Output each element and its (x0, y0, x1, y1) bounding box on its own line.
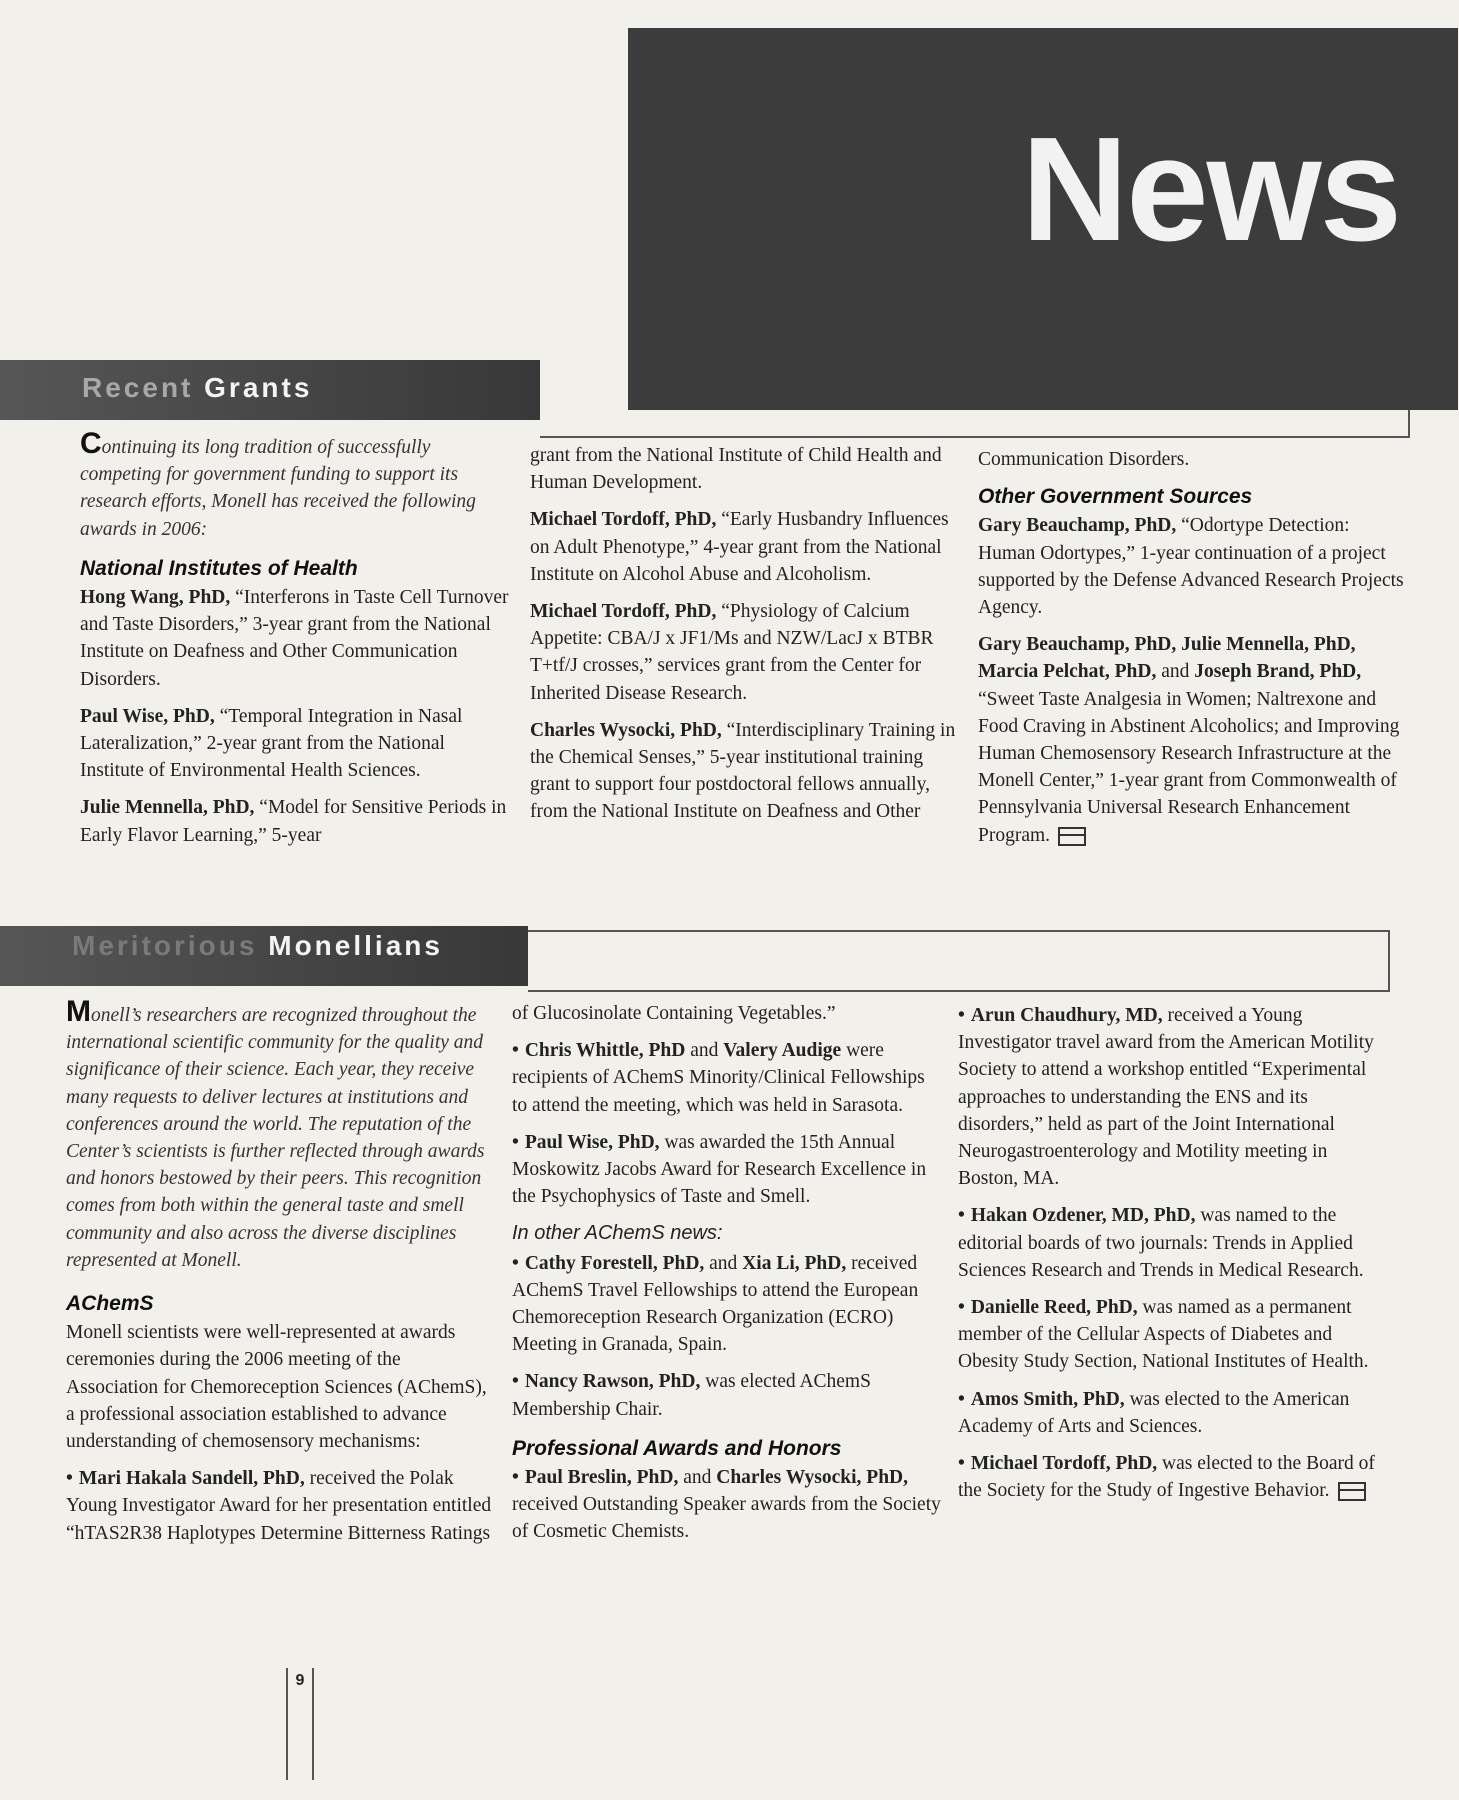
page-number-marker (286, 1668, 314, 1780)
nih-heading: National Institutes of Health (80, 556, 358, 580)
meritorious-column-1 (66, 995, 492, 1557)
award-text: was elected to the American Academy of Arts and Sciences. (958, 1388, 1350, 1437)
award-text: was elected to the Board of the Society for the Study of Ingestive Behavior. (958, 1453, 1375, 1502)
grants-dropcap: C (80, 427, 102, 460)
recent-grants-title (82, 374, 312, 402)
award-name: Valery Audige (723, 1040, 842, 1062)
recent-grants-title-light: Recent (82, 372, 194, 403)
achems-paragraph: Monell scientists were well-represented at awards ceremonies during the 2006 meeting of the Association for Chemoreception Sciences (AChemS), a professional association established to advance understanding of chemosensory mechanisms: (66, 1322, 487, 1453)
grants-column-3 (978, 446, 1408, 859)
bullet-icon: • (512, 1040, 519, 1062)
award-text: was named to the editorial boards of two journals: Trends in Applied Sciences Research and Trends in Medical Research. (958, 1205, 1364, 1281)
award-text: were recipients of AChemS Minority/Clinical Fellowships to attend the meeting, which was held in Sarasota. (512, 1040, 925, 1116)
bullet-icon: • (512, 1467, 519, 1489)
grant-entry-text-partial: “Model for Sensitive Periods in Early Flavor Learning,” 5-year (80, 797, 507, 846)
grants-intro (80, 427, 510, 543)
award-item (512, 1037, 942, 1119)
meritorious-outline (528, 930, 1390, 992)
award-name: Xia Li, PhD, (742, 1252, 847, 1274)
award-item (512, 1250, 942, 1359)
grant-entry (530, 717, 960, 826)
grant-entry-text: “Sweet Taste Analgesia in Women; Naltrexone and Food Craving in Abstinent Alcoholics; and Improving Human Chemosensory Research Infrastructure at the Monell Center,” 1-year grant from Commonwealth of Pennsylvania Universal Research Enhancement Program. (978, 688, 1400, 846)
grant-entry-name: Charles Wysocki, PhD, (530, 719, 722, 741)
award-name: Hakan Ozdener, MD, PhD, (970, 1205, 1196, 1227)
grant-entry (80, 794, 510, 848)
bullet-icon: • (66, 1468, 73, 1490)
award-name: Arun Chaudhury, MD, (970, 1005, 1163, 1026)
grant-entry-name: Paul Wise, PhD, (80, 705, 215, 727)
award-name: Michael Tordoff, PhD, (970, 1453, 1158, 1475)
award-name: Nancy Rawson, PhD, (524, 1371, 701, 1393)
award-text: received AChemS Travel Fellowships to attend the European Chemoreception Research Organization (ECRO) Meeting in Granada, Spain. (512, 1252, 919, 1356)
grant-entry-text-partial: “Interdisciplinary Training in the Chemical Senses,” 5-year institutional training grant to support four postdoctoral fellows annually, from the National Institute on Deafness and Other (530, 719, 956, 823)
recent-grants-outline (540, 410, 1410, 438)
end-mark-icon (1338, 1482, 1366, 1501)
award-name: Mari Hakala Sandell, PhD, (78, 1468, 305, 1490)
bullet-icon: • (958, 1453, 965, 1475)
grants-intro-text: ontinuing its long tradition of successfully competing for government funding to support its research efforts, Monell has received the following awards in 2006: (80, 437, 476, 540)
grant-entry (978, 631, 1408, 849)
meritorious-dropcap: M (66, 995, 91, 1028)
award-item (512, 1129, 942, 1211)
grant-entry-continued: grant from the National Institute of Child Health and Human Development. (530, 445, 942, 494)
bullet-icon: • (958, 1005, 965, 1026)
grant-entry (80, 703, 510, 785)
award-item (958, 1002, 1388, 1192)
bullet-icon: • (958, 1205, 965, 1227)
award-item (958, 1202, 1388, 1284)
award-text: was elected AChemS Membership Chair. (512, 1371, 871, 1420)
masthead-block (628, 28, 1458, 410)
grant-entry-name: Michael Tordoff, PhD, (530, 509, 717, 531)
grant-entry-connector: and (1161, 661, 1190, 683)
award-name: Paul Wise, PhD, (524, 1131, 660, 1153)
achems-heading: AChemS (66, 1292, 154, 1316)
award-item (958, 1386, 1388, 1440)
bullet-icon: • (512, 1252, 519, 1274)
grant-entry-name: Hong Wang, PhD, (80, 587, 231, 609)
masthead-title: News (1021, 107, 1400, 272)
award-text: was named as a permanent member of the Cellular Aspects of Diabetes and Obesity Study Section, National Institutes of Health. (958, 1297, 1369, 1373)
award-item (958, 1450, 1388, 1504)
award-name: Amos Smith, PhD, (970, 1388, 1125, 1410)
professional-awards-heading: Professional Awards and Honors (512, 1436, 842, 1460)
grant-entry (978, 512, 1408, 621)
award-name: Cathy Forestell, PhD, (524, 1252, 705, 1274)
grant-entry-text: “Temporal Integration in Nasal Lateralization,” 2-year grant from the National Institute of Environmental Health Sciences. (80, 705, 463, 782)
grant-entry-name: Gary Beauchamp, PhD, (978, 515, 1177, 537)
award-connector: and (690, 1040, 719, 1062)
award-item (66, 1465, 492, 1547)
bullet-icon: • (958, 1297, 965, 1319)
grant-entry-name: Gary Beauchamp, PhD, Julie Mennella, PhD, Marcia Pelchat, PhD, (978, 634, 1356, 683)
meritorious-title-strong: Monellians (268, 930, 443, 961)
award-connector: and (683, 1467, 712, 1489)
meritorious-intro (66, 995, 492, 1274)
recent-grants-title-strong: Grants (204, 372, 313, 403)
meritorious-title (72, 932, 443, 960)
other-sources-heading: Other Government Sources (978, 485, 1253, 509)
grant-entry (530, 598, 960, 707)
grant-entry-name: Julie Mennella, PhD, (80, 797, 255, 819)
grant-entry (530, 506, 960, 588)
meritorious-title-light: Meritorious (72, 930, 258, 961)
grant-entry (80, 584, 510, 693)
bullet-icon: • (958, 1388, 965, 1410)
grant-entry-text: “Odortype Detection: Human Odortypes,” 1-year continuation of a project supported by the Defense Advanced Research Projects Agency. (978, 515, 1404, 619)
grants-column-1 (80, 427, 510, 859)
award-connector: and (709, 1252, 738, 1274)
end-mark-icon (1058, 827, 1086, 846)
grant-entry-name: Michael Tordoff, PhD, (530, 601, 717, 623)
award-name: Chris Whittle, PhD (524, 1040, 686, 1062)
bullet-icon: • (512, 1371, 519, 1393)
award-text: was awarded the 15th Annual Moskowitz Jacobs Award for Research Excellence in the Psychophysics of Taste and Smell. (512, 1131, 927, 1208)
award-text: received a Young Investigator travel award from the American Motility Society to attend a workshop entitled “Experimental approaches to understanding the ENS and its disorders,” held as part of the Joint International Neurogastroenterology and Motility meeting in Boston, MA. (958, 1005, 1374, 1190)
award-text: received the Polak Young Investigator Award for her presentation entitled “hTAS2R38 Haplotypes Determine Bitterness Ratings (66, 1468, 492, 1544)
award-item-continued: of Glucosinolate Containing Vegetables.” (512, 1003, 836, 1024)
award-name: Paul Breslin, PhD, (524, 1467, 679, 1489)
meritorious-column-3 (958, 1002, 1388, 1514)
other-achems-news-heading: In other AChemS news: (512, 1222, 723, 1245)
award-text: received Outstanding Speaker awards from the Society of Cosmetic Chemists. (512, 1494, 941, 1543)
award-name: Danielle Reed, PhD, (970, 1297, 1138, 1319)
page-number: 9 (295, 1672, 305, 1689)
grant-entry-text: “Early Husbandry Influences on Adult Phenotype,” 4-year grant from the National Institute on Alcohol Abuse and Alcoholism. (530, 509, 949, 585)
bullet-icon: • (512, 1131, 519, 1153)
award-item (512, 1464, 942, 1546)
grant-entry-text: “Physiology of Calcium Appetite: CBA/J x JF1/Ms and NZW/LacJ x BTBR T+tf/J crosses,” services grant from the Center for Inherited Disease Research. (530, 601, 934, 704)
grant-entry-continued: Communication Disorders. (978, 449, 1190, 470)
award-name: Charles Wysocki, PhD, (716, 1467, 908, 1489)
grant-entry-text: “Interferons in Taste Cell Turnover and Taste Disorders,” 3-year grant from the National Institute on Deafness and Other Communication Disorders. (80, 587, 509, 690)
grant-entry-name: Joseph Brand, PhD, (1194, 661, 1362, 683)
meritorious-intro-text: onell’s researchers are recognized throughout the international scientific community for the quality and significance of their science. Each year, they receive many requests to deliver lectures at institutions and conferences around the world. The reputation of the Center’s scientists is further reflected through awards and honors bestowed by their peers. This recognition comes from both within the general taste and smell community and also across the diverse disciplines represented at Monell. (66, 1005, 485, 1271)
meritorious-column-2 (512, 1000, 942, 1556)
award-item (512, 1368, 942, 1422)
award-item (958, 1294, 1388, 1376)
grants-column-2 (530, 442, 960, 836)
